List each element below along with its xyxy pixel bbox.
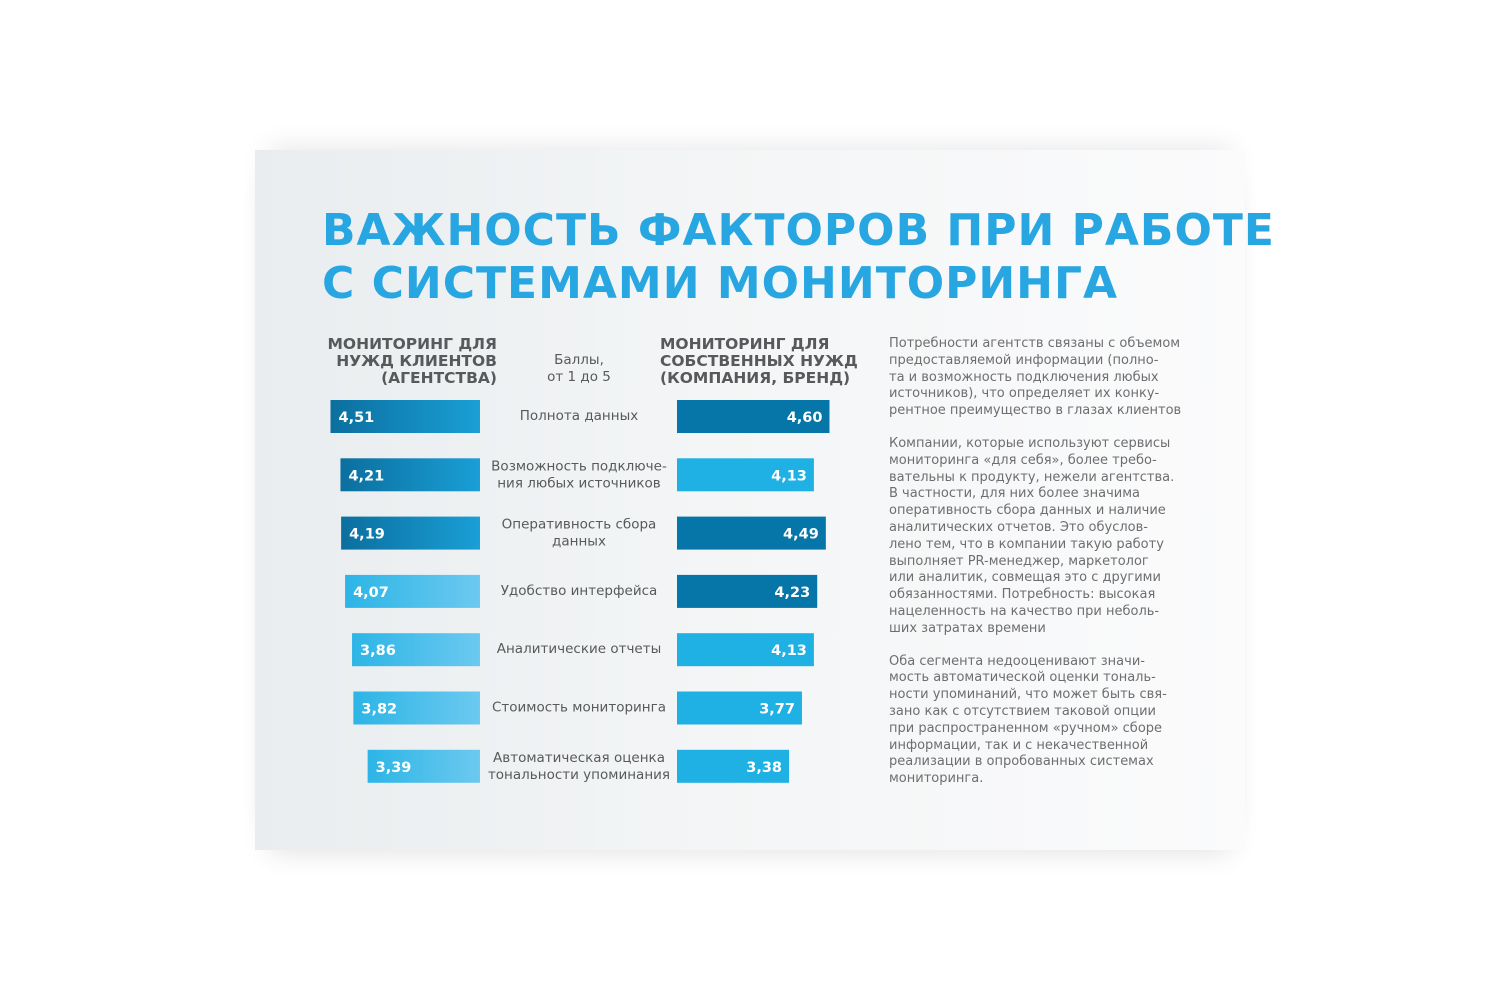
category-label: ния любых источников [497,475,661,492]
left-bar-label: 4,07 [353,584,389,601]
left-bar-label: 4,21 [348,468,385,485]
category-label: Удобство интерфейса [500,582,658,599]
category-label: Полнота данных [519,408,639,424]
right-header-line: (КОМПАНИЯ, БРЕНД) [660,369,851,387]
right-header-line: СОБСТВЕННЫХ НУЖД [660,352,858,370]
category-label: Возможность подключе- [491,458,667,475]
category-label: Автоматическая оценка [493,749,665,766]
title-line-2: С СИСТЕМАМИ МОНИТОРИНГА [322,258,1119,309]
left-header-line: МОНИТОРИНГ ДЛЯ [327,335,497,353]
right-bar-label: 4,13 [771,643,807,660]
left-bar-label: 3,39 [375,759,412,776]
left-bar-label: 3,86 [360,643,396,660]
description-paragraph: Потребности агентств связаны с объемом предоставляемой информации (полно- та и возможность подключения любых источников), что определяет их конку- рентное преимущество в глазах клиентов [889,336,1182,419]
right-bar-label: 4,23 [774,584,811,601]
left-bar-label: 4,51 [338,410,375,426]
right-bar-label: 3,38 [746,759,783,776]
left-header-line: (АГЕНТСТВА) [381,369,497,387]
category-label: Оперативность сбора [501,516,657,533]
title-line-1: ВАЖНОСТЬ ФАКТОРОВ ПРИ РАБОТЕ [322,205,1275,256]
right-bar-label: 4,60 [786,410,823,426]
right-bar-label: 3,77 [759,701,795,718]
category-label: тональности упоминания [487,766,671,783]
scale-caption-line: от 1 до 5 [547,369,611,385]
scale-caption-line: Баллы, [554,352,604,368]
left-header-line: НУЖД КЛИЕНТОВ [336,352,497,370]
right-header-line: МОНИТОРИНГ ДЛЯ [660,335,830,353]
right-bar-label: 4,13 [771,468,807,485]
description-text [889,336,1189,804]
left-bar-label: 4,19 [349,526,385,543]
category-label: Аналитические отчеты [496,641,662,658]
category-label: данных [552,533,606,550]
description-paragraph: Компании, которые используют сервисы мониторинга «для себя», более требо- вательны к продукту, нежели агентства. В частности, для них более значима оперативность сбора данных и наличие аналитических отчетов. Это обуслов- лено тем, что в компании такую работу выполняет PR-менеджер, маркетолог или аналитик, совмещая это с другими обязанностями. Потребность: высокая нацеленность на качество при неболь- ших затратах времени [889,435,1175,636]
left-bar-label: 3,82 [361,701,398,718]
description-paragraph: Оба сегмента недооценивают значи- мость автоматической оценки тональ- ности упоминаний, что может быть свя- зано как с отсутствием таковой опции при распространенном «ручном» сборе информации, так и с некачественной реализации в опробованных системах мониторинга. [889,653,1167,787]
right-bar-label: 4,49 [783,526,819,543]
category-label: Стоимость мониторинга [491,699,667,716]
